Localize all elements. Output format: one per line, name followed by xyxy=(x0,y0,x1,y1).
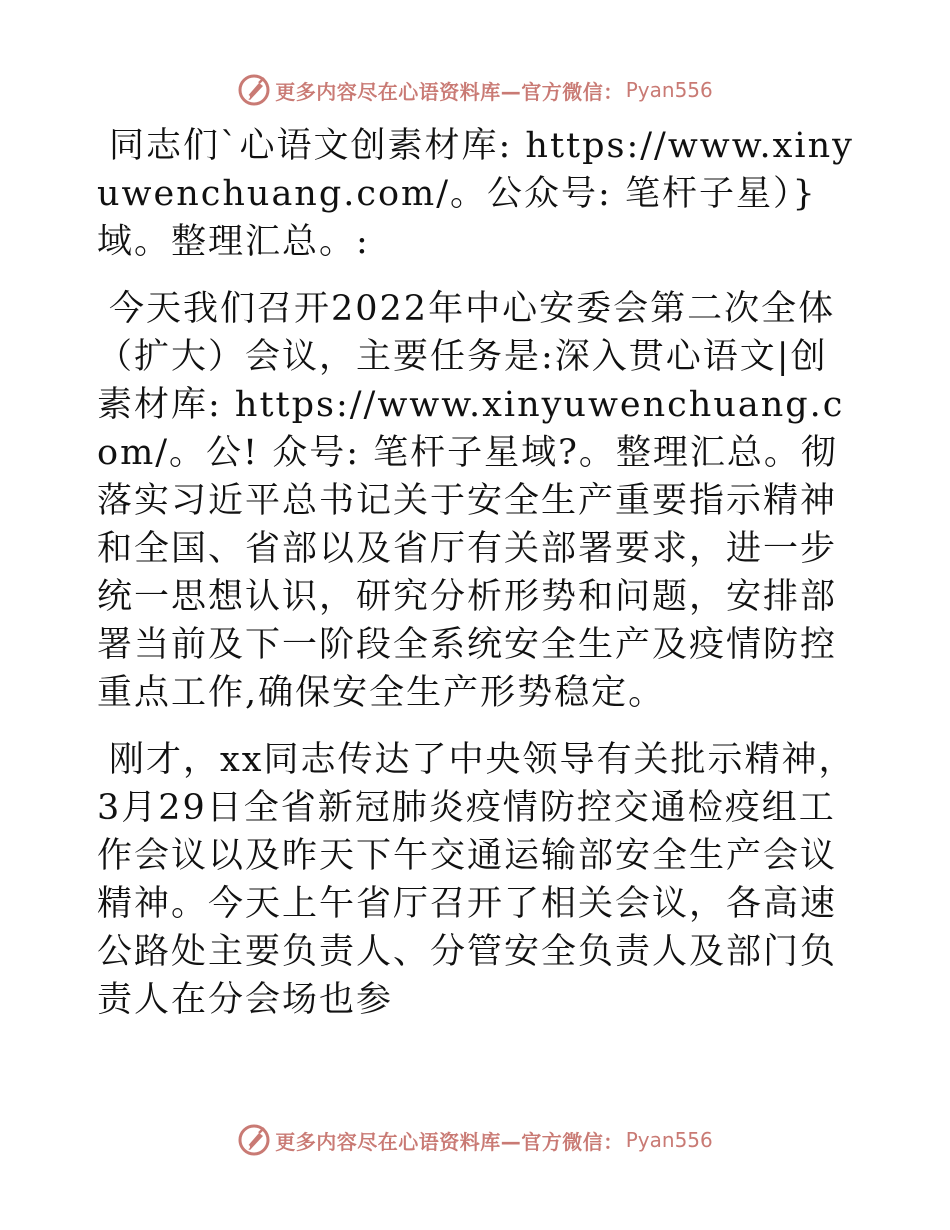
footer-watermark-banner xyxy=(0,1118,950,1162)
banner-text: 更多内容尽在心语资料库—官方微信： xyxy=(275,1129,624,1154)
banner-wechat-handle: Pyan556 xyxy=(625,78,713,102)
quill-pen-logo-icon xyxy=(237,1123,271,1157)
banner-text: 更多内容尽在心语资料库—官方微信： xyxy=(275,79,624,104)
quill-pen-logo-icon xyxy=(237,73,271,107)
paragraph-2: 今天我们召开2022年中心安委会第二次全体（扩大）会议，主要任务是:深入贯心语文|创素材库: https://www.xinyuwenchuang.com/。公! 众号: 笔杆子星域?。整理汇总。彻落实习近平总书记关于安全生产重要指示精神和全国、省部以及省厅有关部署要求，进一步统一思想认识，研究分析形势和问题，安排部署当前及下一阶段全系统安全生产及疫情防控重点工作,确保安全生产形势稳定。 xyxy=(97,289,845,713)
paragraph-3: 刚才，xx同志传达了中央领导有关批示精神，3月29日全省新冠肺炎疫情防控交通检疫组工作会议以及昨天下午交通运输部安全生产会议精神。今天上午省厅召开了相关会议，各高速公路处主要负责人、分管安全负责人及部门负责人在分会场也参 xyxy=(97,740,856,1020)
header-watermark-banner xyxy=(0,68,950,112)
banner-wechat-handle: Pyan556 xyxy=(625,1128,713,1152)
document-body xyxy=(97,122,857,1024)
paragraph-1: 同志们`心语文创素材库: https://www.xinyuwenchuang.com/。公众号: 笔杆子星）}域。整理汇总。: xyxy=(97,126,854,262)
